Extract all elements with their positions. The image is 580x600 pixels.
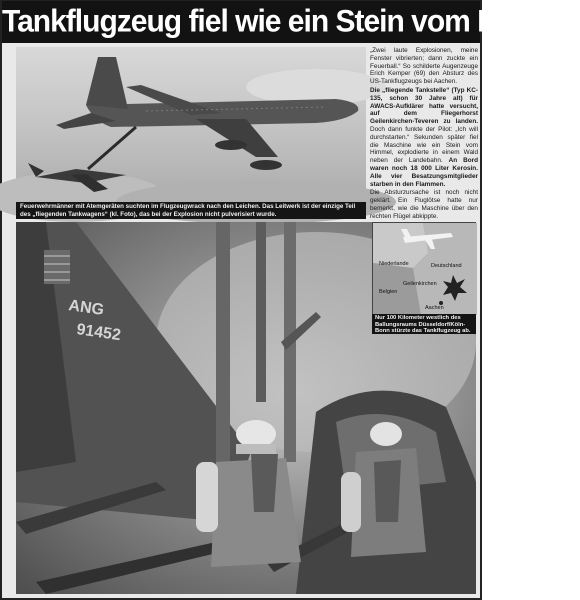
article-paragraph-2 <box>370 87 478 188</box>
flag-icon <box>44 250 70 284</box>
article-paragraph-2-lead: Die „fliegende Tankstelle“ (Typ KC-135, schon 30 Jahre alt) für AWACS-Aufklärer hatte versucht, auf dem Fliegerhorst Geilenkirchen-Teveren zu landen. <box>370 86 478 126</box>
tail-serial: 91452 <box>75 321 122 345</box>
article-paragraph-2-end: An Bord waren noch 18 000 Liter Kerosin. Alle vier Besatzungsmitglieder starben in den Flammen. <box>370 157 478 188</box>
headline: Tankflugzeug fiel wie ein Stein vom Himmel <box>2 1 480 43</box>
map-illustration <box>373 223 477 315</box>
map-label-netherlands: Niederlande <box>379 261 409 267</box>
article-paragraph-3: Die Absturzursache ist noch nicht geklärt. Ein Fluglötse hatte nur bemerkt, wie die Maschine über den rechten Flügel abkippte. <box>370 189 478 220</box>
map-label-geilenkirchen: Geilenkirchen <box>403 281 437 287</box>
map-label-belgium: Belgien <box>379 289 398 295</box>
article-paragraph-2-body: Doch dann funkte der Pilot: „Ich will durchstarten.“ Sekunden später fiel die Maschine wie ein Stein vom Himmel, explodierte in einem Wald neben der Landebahn. <box>370 125 478 165</box>
article-text <box>370 47 478 220</box>
tanker-refueling-photo <box>16 47 366 212</box>
map-caption: Nur 100 Kilometer westlich des Ballungsraums Düsseldorf/Köln-Bonn stürzte das Tankflugzeug ab. <box>372 314 476 334</box>
tanker-refueling-illustration <box>16 47 366 212</box>
map-label-germany: Deutschland <box>431 263 462 269</box>
location-map <box>372 222 476 314</box>
top-photo-caption: Feuerwehrmänner mit Atemgeräten suchten im Flugzeugwrack nach den Leichen. Das Leitwerk ist der einzige Teil des „fliegenden Tankwagens“ (kl. Foto), das bei der Explosion nicht pulverisiert wurde. <box>16 202 366 219</box>
article-paragraph-1: „Zwei laute Explosionen, meine Fenster vibrierten; dann zuckte ein Feuerball.“ So schilderte Augenzeuge Erich Kemper (69) den Absturz des US-Tankflugzeugs bei Aachen. <box>370 47 478 86</box>
tail-code: ANG <box>67 297 106 319</box>
map-label-aachen: Aachen <box>425 305 444 311</box>
